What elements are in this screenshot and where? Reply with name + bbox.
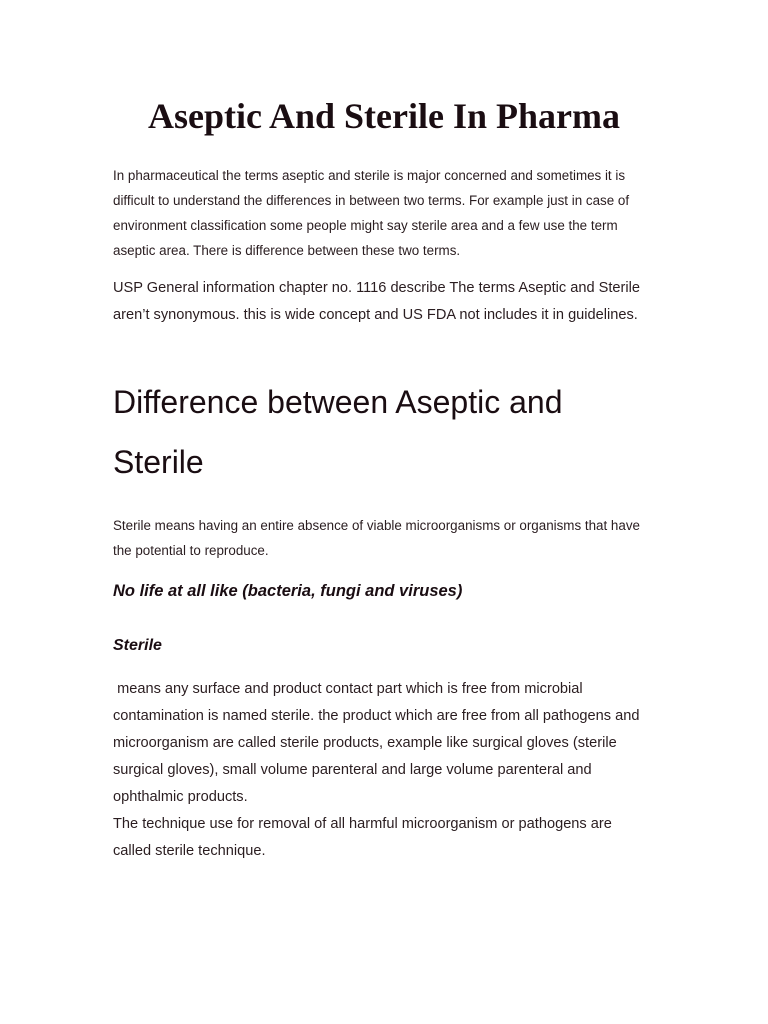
- usp-paragraph: USP General information chapter no. 1116 describe The terms Aseptic and Sterile aren’t synonymous. this is wide concept and US FDA not includes it in guidelines.: [113, 280, 641, 323]
- section-heading: Difference between Aseptic and Sterile: [113, 384, 563, 480]
- page-title: Aseptic And Sterile In Pharma: [148, 96, 620, 136]
- no-life-heading: No life at all like (bacteria, fungi and viruses): [113, 582, 463, 600]
- sterile-subheading: Sterile: [113, 637, 162, 654]
- sterile-body-paragraph-1: means any surface and product contact part which is free from microbial contamination is named sterile. the product which are free from all pathogens and microorganism are called sterile products, example like surgical gloves (sterile surgical gloves), small volume parenteral and large volume parenteral and ophthalmic products.: [113, 681, 644, 805]
- sterile-body: [113, 676, 653, 865]
- sterile-body-paragraph-2: The technique use for removal of all harmful microorganism or pathogens are called sterile technique.: [113, 816, 612, 859]
- intro-paragraph: In pharmaceutical the terms aseptic and sterile is major concerned and sometimes it is difficult to understand the differences in between two terms. For example just in case of environment classification some people might say sterile area and a few use the term aseptic area. There is difference between these two terms.: [113, 168, 630, 258]
- sterile-definition-paragraph: Sterile means having an entire absence of viable microorganisms or organisms that have the potential to reproduce.: [113, 518, 640, 558]
